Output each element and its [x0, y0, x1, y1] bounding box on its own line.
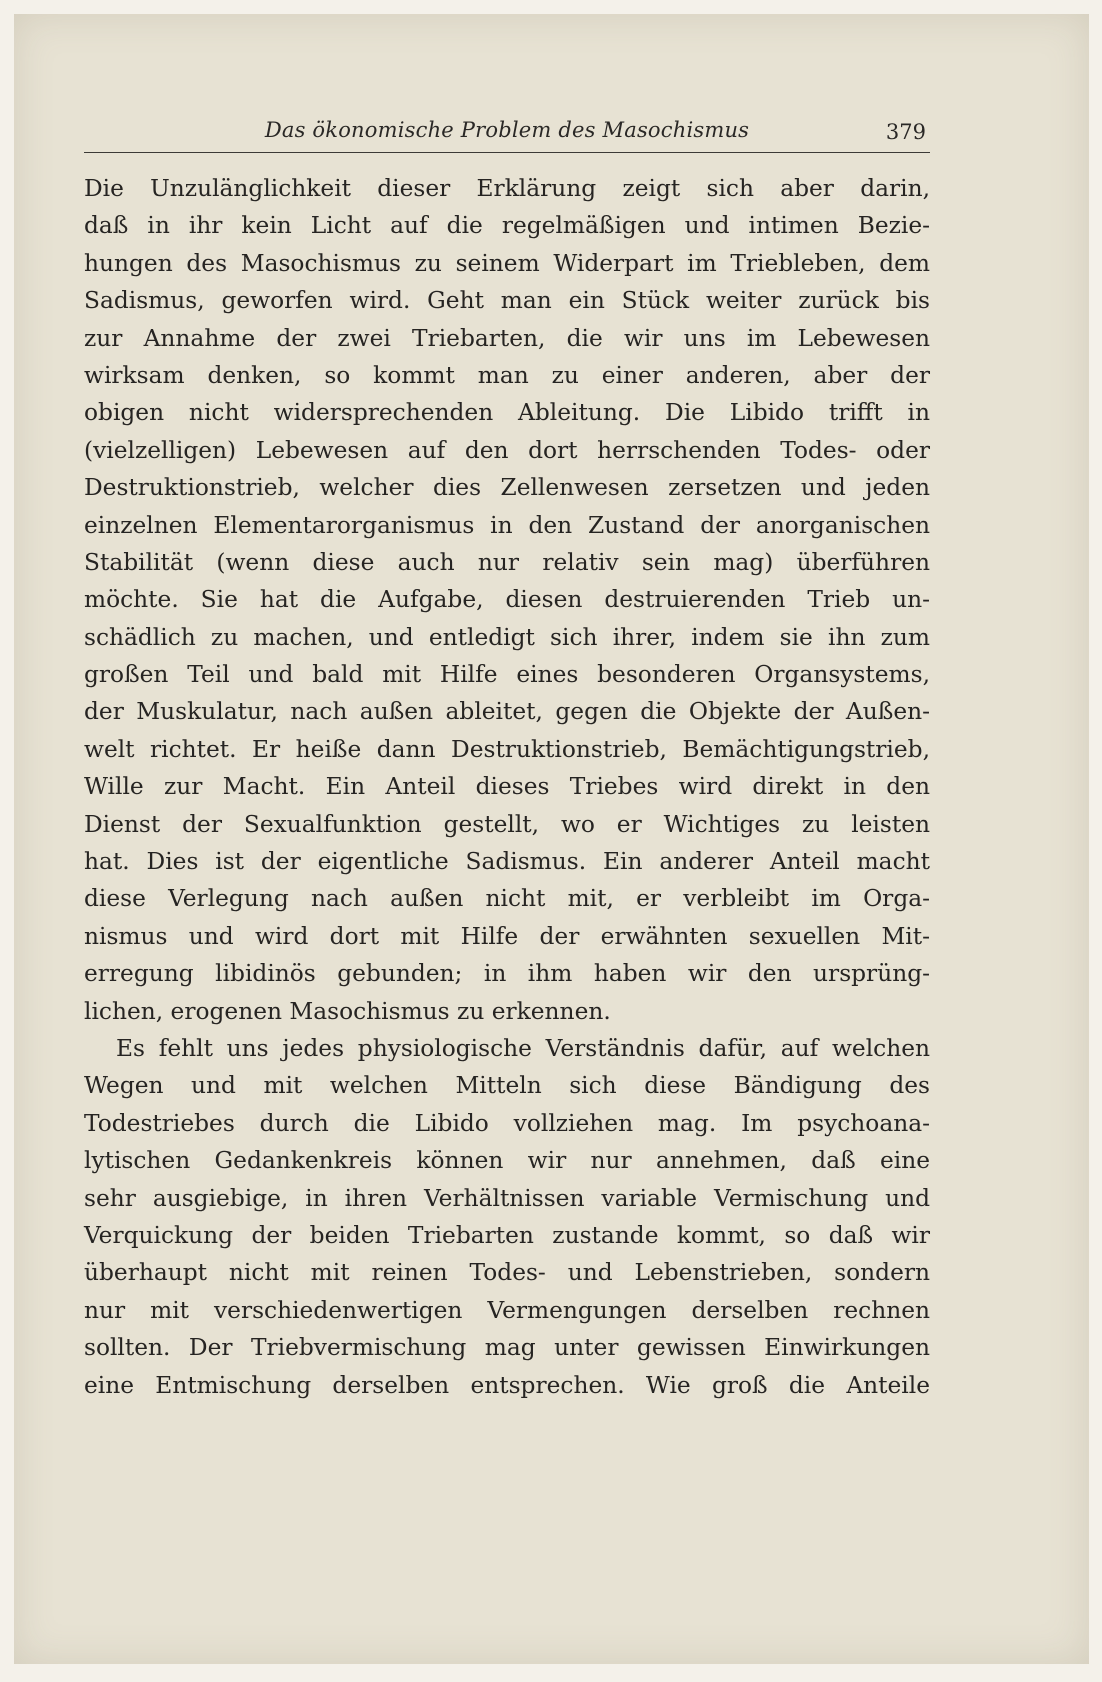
text-line: nismus und wird dort mit Hilfe der erwähnten sexuellen Mit-	[84, 922, 930, 950]
text-line: nur mit verschiedenwertigen Vermengungen derselben rechnen	[84, 1296, 930, 1324]
text-line: einzelnen Elementarorganismus in den Zustand der anorganischen	[84, 511, 930, 539]
text-line: eine Entmischung derselben entsprechen. Wie groß die Anteile	[84, 1371, 930, 1399]
text-line: (vielzelligen) Lebewesen auf den dort herrschenden Todes- oder	[84, 436, 930, 464]
text-line: wirksam denken, so kommt man zu einer anderen, aber der	[84, 361, 930, 389]
paragraph-start-line: Es fehlt uns jedes physiologische Verständnis dafür, auf welchen	[116, 1034, 930, 1062]
text-line: Die Unzulänglichkeit dieser Erklärung zeigt sich aber darin,	[84, 175, 930, 202]
text-line: Wille zur Macht. Ein Anteil dieses Triebes wird direkt in den	[84, 773, 930, 801]
text-line: erregung libidinös gebunden; in ihm haben wir den ursprüng-	[84, 960, 930, 988]
text-line: hungen des Masochismus zu seinem Widerpart im Triebleben, dem	[84, 249, 930, 277]
text-line: obigen nicht widersprechenden Ableitung. Die Libido trifft in	[84, 399, 930, 427]
paragraph-end-line: lichen, erogenen Masochismus zu erkennen.	[84, 997, 611, 1025]
text-line: Dienst der Sexualfunktion gestellt, wo er Wichtiges zu leisten	[84, 810, 930, 838]
text-line: sehr ausgiebige, in ihren Verhältnissen variable Vermischung und	[84, 1184, 930, 1212]
text-line: hat. Dies ist der eigentliche Sadismus. Ein anderer Anteil macht	[84, 848, 930, 876]
text-line: überhaupt nicht mit reinen Todes- und Lebenstrieben, sondern	[84, 1259, 930, 1287]
text-line: Todestriebes durch die Libido vollziehen mag. Im psychoana-	[84, 1109, 930, 1137]
body-text	[84, 170, 930, 1404]
text-line: diese Verlegung nach außen nicht mit, er verbleibt im Orga-	[84, 885, 930, 913]
text-line: daß in ihr kein Licht auf die regelmäßigen und intimen Bezie-	[84, 212, 930, 240]
text-line: großen Teil und bald mit Hilfe eines besonderen Organsystems,	[84, 661, 930, 689]
text-line: welt richtet. Er heiße dann Destruktionstrieb, Bemächtigungstrieb,	[84, 735, 930, 763]
running-title: Das ökonomische Problem des Masochismus	[264, 118, 750, 142]
text-line: sollten. Der Triebvermischung mag unter gewissen Einwirkungen	[84, 1334, 930, 1362]
text-line: zur Annahme der zwei Triebarten, die wir uns im Lebewesen	[84, 324, 930, 352]
text-line: der Muskulatur, nach außen ableitet, gegen die Objekte der Außen-	[84, 698, 930, 726]
text-line: Stabilität (wenn diese auch nur relativ sein mag) überführen	[84, 548, 930, 576]
text-line: Sadismus, geworfen wird. Geht man ein Stück weiter zurück bis	[84, 287, 930, 315]
text-line: Verquickung der beiden Triebarten zustande kommt, so daß wir	[84, 1221, 930, 1249]
page-number: 379	[885, 120, 926, 144]
text-line: Destruktionstrieb, welcher dies Zellenwesen zersetzen und jeden	[84, 474, 930, 502]
running-header	[84, 116, 930, 153]
text-line: schädlich zu machen, und entledigt sich ihrer, indem sie ihn zum	[84, 623, 930, 651]
text-line: möchte. Sie hat die Aufgabe, diesen destruierenden Trieb un-	[84, 586, 930, 614]
text-line: Wegen und mit welchen Mitteln sich diese Bändigung des	[84, 1072, 930, 1100]
text-line: lytischen Gedankenkreis können wir nur annehmen, daß eine	[84, 1147, 930, 1175]
